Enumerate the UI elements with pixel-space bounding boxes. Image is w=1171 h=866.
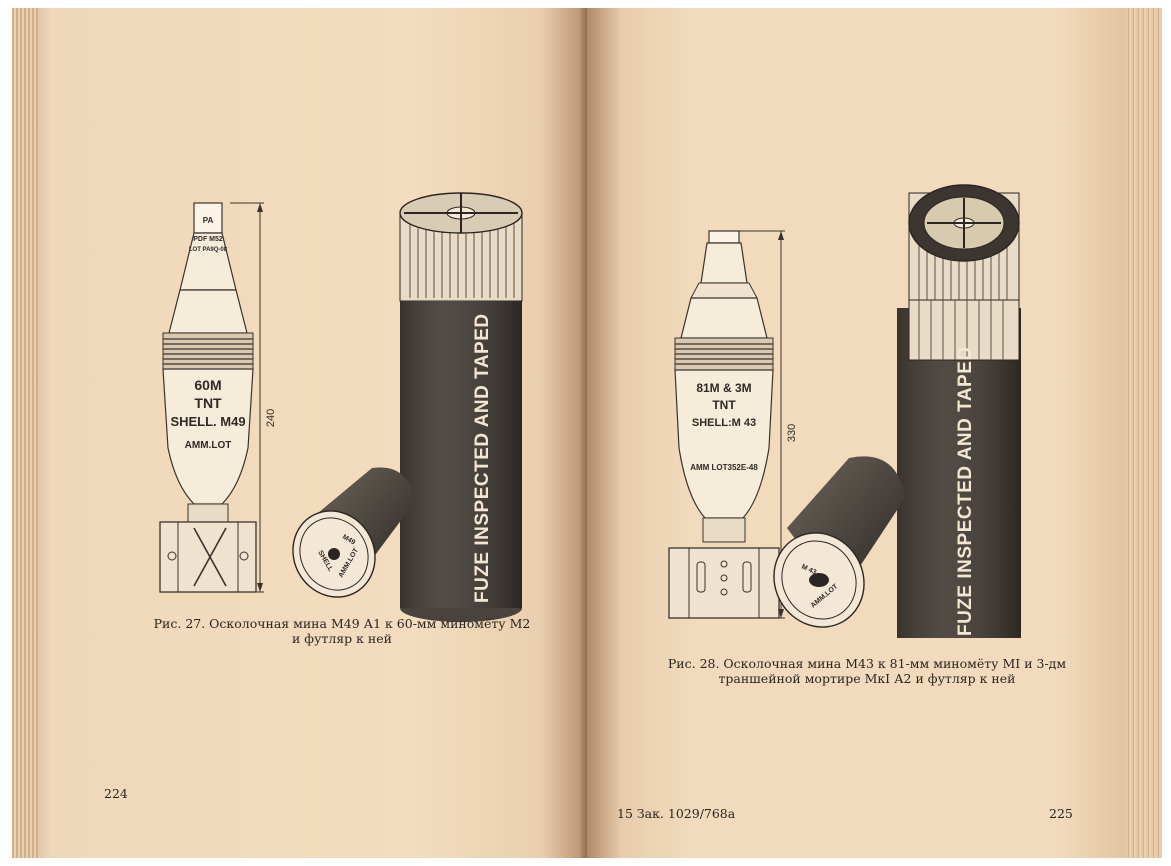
shell-marking-lot: AMM.LOT [184, 440, 232, 451]
dimension-label: 330 [786, 423, 798, 443]
fuze-marking-2: PDF M52 [193, 236, 223, 243]
cap-text-3: AMM.LOT [337, 547, 361, 579]
fuze-marking-3: LOT PA9Q-08 [188, 247, 228, 253]
dimension-label: 240 [265, 408, 277, 428]
right-page-number: 225 [1049, 806, 1073, 821]
m49-container-text [12, 8, 587, 858]
right-page [587, 8, 1162, 858]
figure-27-caption [132, 616, 552, 646]
shell-marking-caliber: 81M & 3M [696, 381, 752, 395]
container-label: FUZE INSPECTED AND TAPED [955, 346, 976, 636]
shell-marking-lot: AMM LOT352E-48 [690, 463, 758, 472]
shell-marking-model: SHELL. M49 [170, 414, 246, 429]
figure-28-caption [657, 656, 1077, 686]
fuze-marking-1: PA [202, 216, 214, 225]
cap-text-1: M 43 [800, 563, 818, 577]
shell-marking-filler: TNT [194, 395, 222, 411]
figure-28-caption-line1: Рис. 28. Осколочная мина М43 к 81-мм миномёту МI и 3-дм [667, 656, 1067, 671]
left-page [12, 8, 587, 858]
footer-signature: 15 Зак. 1029/768а [617, 806, 736, 821]
book-spread [12, 8, 1162, 858]
figure-27-caption-line1: Рис. 27. Осколочная мина М49 А1 к 60-мм миномёту М2 [153, 616, 531, 631]
figure-27-caption-line2: и футляр к ней [291, 631, 392, 646]
cap-text-2: M49 [341, 533, 357, 547]
cap-text-2: AMM.LOT [809, 583, 840, 610]
left-page-number: 224 [104, 786, 128, 801]
cap-text-1: SHELL [316, 549, 334, 573]
shell-marking-model: SHELL:M 43 [691, 417, 757, 429]
figure-28-caption-line2: траншейной мортире МкI А2 и футляр к ней [718, 671, 1016, 686]
shell-marking-caliber: 60M [194, 377, 222, 393]
m43-container-text [587, 8, 1162, 858]
shell-marking-filler: TNT [712, 398, 736, 412]
container-label: FUZE INSPECTED AND TAPED [472, 313, 493, 603]
